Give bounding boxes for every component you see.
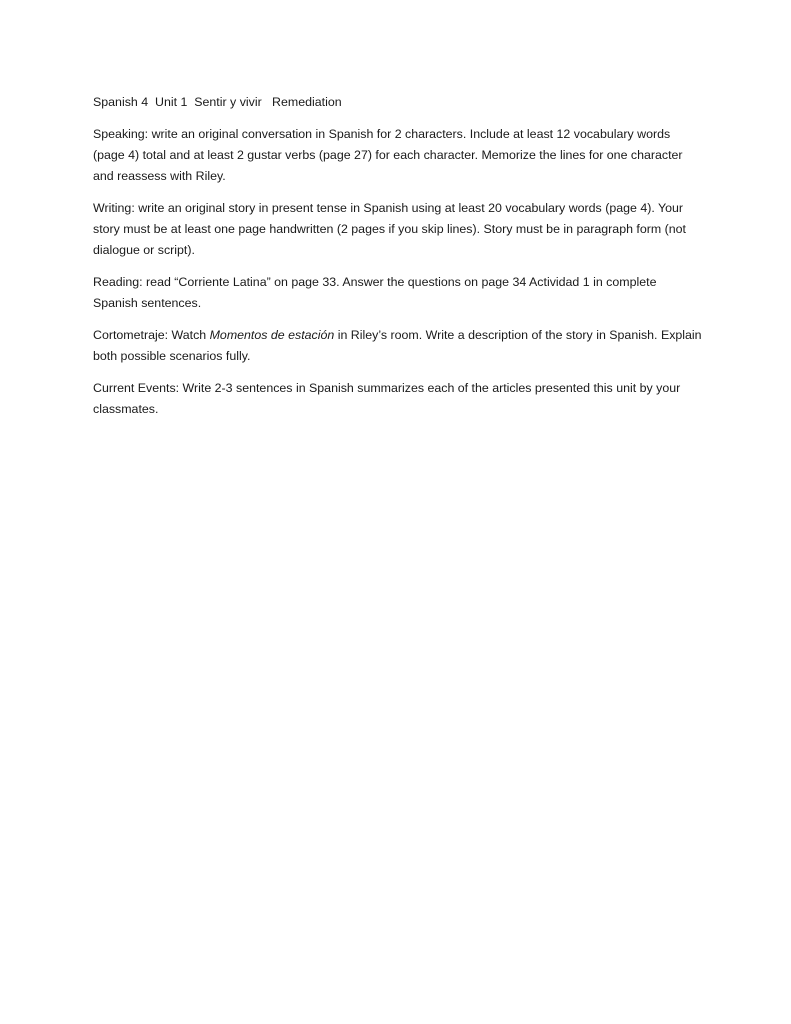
current-events-text: Write 2-3 sentences in Spanish summarizes each of the articles presented this unit by your classmates. (93, 381, 681, 416)
cortometraje-film-title: Momentos de estación (209, 328, 335, 342)
current-events-label: Current Events: (93, 381, 180, 395)
current-events-paragraph (93, 378, 703, 420)
writing-label: Writing: (93, 201, 135, 215)
cortometraje-label: Cortometraje: (93, 328, 169, 342)
speaking-label: Speaking: (93, 127, 149, 141)
speaking-paragraph (93, 124, 703, 187)
cortometraje-text-after: in Riley’s room. Write a description of the story in Spanish. Explain both possible scenarios fully. (93, 328, 702, 363)
cortometraje-paragraph (93, 325, 703, 367)
speaking-text: write an original conversation in Spanish for 2 characters. Include at least 12 vocabulary words (page 4) total and at least 2 gustar verbs (page 27) for each character. Memorize the lines for one character and reassess with Riley. (93, 127, 683, 183)
cortometraje-text-before: Watch (168, 328, 210, 342)
writing-paragraph (93, 198, 703, 261)
reading-paragraph (93, 272, 703, 314)
document-body (93, 92, 703, 431)
document-title: Spanish 4 Unit 1 Sentir y vivir Remediation (93, 95, 342, 109)
reading-text: read “Corriente Latina” on page 33. Answer the questions on page 34 Actividad 1 in complete Spanish sentences. (93, 275, 657, 310)
writing-text: write an original story in present tense in Spanish using at least 20 vocabulary words (page 4). Your story must be at least one page handwritten (2 pages if you skip lines). Story must be in paragraph form (not dialogue or script). (93, 201, 686, 257)
reading-label: Reading: (93, 275, 143, 289)
